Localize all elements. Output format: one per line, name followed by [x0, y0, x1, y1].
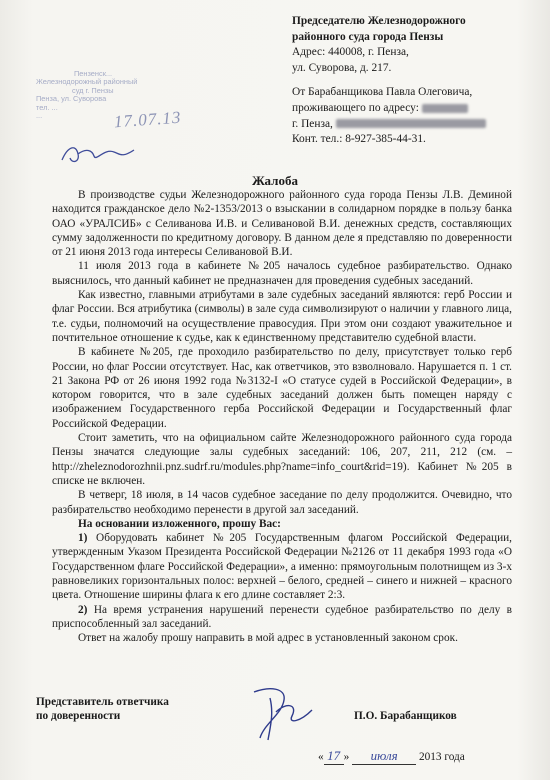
paragraph: В кабинете №205, где проходило разбирательство по делу, присутствует только герб России, но флаг России отсутствует. Нас, как ответчиков, это взволновало. Нарушается п. 1 ст. 21 Закона РФ от 26 июня 1992 года №3132-I «О статусе судей в Российской Федерации», в котором говорится, что в зале судебных заседаний должен быть помещен наряду с изображением Государственного герба Российской Федерации и Государственный флаг Российской Федерации. [52, 346, 512, 430]
stamp-line: тел. ... [36, 102, 58, 112]
date-close-quote: » [343, 751, 350, 763]
request-number: 1) [78, 532, 88, 545]
request-text: Оборудовать кабинет №205 Государственным флагом Российской Федерации, утвержденным Указом Президента Российской Федерации №2126 от 11 декабря 1993 года «О Государственном флаге Российской Федерации», а именно: прямоугольным полотнищем из 3-х равновеликих горизонтальных полос: верхней – белого, средней – синего и нижней – красного цвета. Отношение ширины флага к его длине составляет 2:3. [52, 532, 512, 602]
date-year: 2013 года [418, 751, 465, 763]
date-month: июля [352, 748, 416, 765]
paragraph: 11 июля 2013 года в кабинете №205 началось судебное разбирательство. Однако выяснилось, что данный кабинет не предназначен для проведения судебных заседаний. [52, 260, 512, 287]
court-received-stamp [36, 69, 206, 132]
role-line-2: по доверенности [36, 710, 121, 722]
stamp-line: Железнодорожный районный [36, 77, 138, 87]
paragraph: В производстве судьи Железнодорожного районного суда города Пензы Л.В. Деминой находится гражданское дело №2-1353/2013 о взыскании в солидарном порядке в пользу банка ОАО «УРАЛСИБ» с Селиванова И.В. и Селивановой В.И. денежных средств, составляющих сумму задолженности по кредитному договору. В данном деле я представляю по доверенности от 21 июня 2013 года интересы Селивановой В.И. [52, 189, 512, 259]
date-day: 17 [324, 748, 344, 765]
paragraph: В четверг, 18 июля, в 14 часов судебное заседание по делу продолжится. Очевидно, что разбирательство необходимо перенести в другой зал заседаний. [52, 489, 512, 516]
complaint-body [52, 188, 512, 646]
stamp-date: 17.07.13 [113, 107, 183, 132]
addressee-line-1: Председателю Железнодорожного [292, 15, 466, 27]
addressee-line-2: районного суда города Пензы [292, 30, 444, 43]
paragraph: Как известно, главными атрибутами в зале судебных заседаний являются: герб России и флаг России. Вся атрибутика (символы) в зале суда символизируют о наличии у главного лица, т.е. судьи, полномочий на осуществление правосудия. При этом они создают уважительное и почтительное отношение к судье, как к единственному представителю судебной власти. [52, 289, 512, 344]
request-number: 2) [78, 603, 88, 616]
closing-line: Ответ на жалобу прошу направить в мой адрес в установленный законом срок. [78, 632, 458, 645]
handwritten-signature [240, 684, 320, 744]
request-text: На время устранения нарушений перенести судебное разбирательство по делу в приспособленный зал заседаний. [52, 603, 513, 630]
signatory-role [36, 695, 169, 723]
sender-phone: Конт. тел.: 8-927-385-44-31. [292, 133, 426, 146]
redacted-address [422, 104, 468, 113]
paragraph: Стоит заметить, что на официальном сайте Железнодорожного районного суда города Пензы значатся следующие залы судебных заседаний: 106, 207, 211, 212 (см. – http://zheleznodorozhnii.pnz.sudrf.ru/modules.php?name=info_court&rid=19). Кабинет №205 в списке не включен. [52, 432, 512, 487]
request-item [52, 531, 512, 602]
role-line-1: Представитель ответчика [36, 696, 169, 708]
sender-line-3: г. Пенза, [292, 117, 333, 130]
sender-address-row [292, 101, 542, 117]
addressee-block [292, 14, 542, 148]
stamp-line: ... [36, 111, 43, 121]
stamp-line: суд г. Пензы [72, 85, 114, 95]
sender-line-1: От Барабанщикова Павла Олеговича, [292, 86, 473, 99]
date-open-quote: « [318, 751, 324, 763]
stamp-line: Пенза, ул. Суворова [36, 94, 107, 104]
court-address-line-1: Адрес: 440008, г. Пенза, [292, 46, 409, 59]
sender-line-2: проживающего по адресу: [292, 101, 419, 114]
document-title: Жалоба [252, 173, 298, 188]
stamp-line: Пензенск... [74, 69, 113, 78]
stamp-signature-scribble [58, 140, 138, 168]
signatory-name: П.О. Барабанщиков [354, 710, 457, 722]
court-address-line-2: ул. Суворова, д. 217. [292, 61, 392, 74]
request-heading: На основании изложенного, прошу Вас: [78, 517, 281, 530]
signature-date [318, 748, 465, 765]
request-item [52, 603, 512, 632]
sender-city-row [292, 117, 542, 133]
redacted-street [336, 119, 486, 128]
